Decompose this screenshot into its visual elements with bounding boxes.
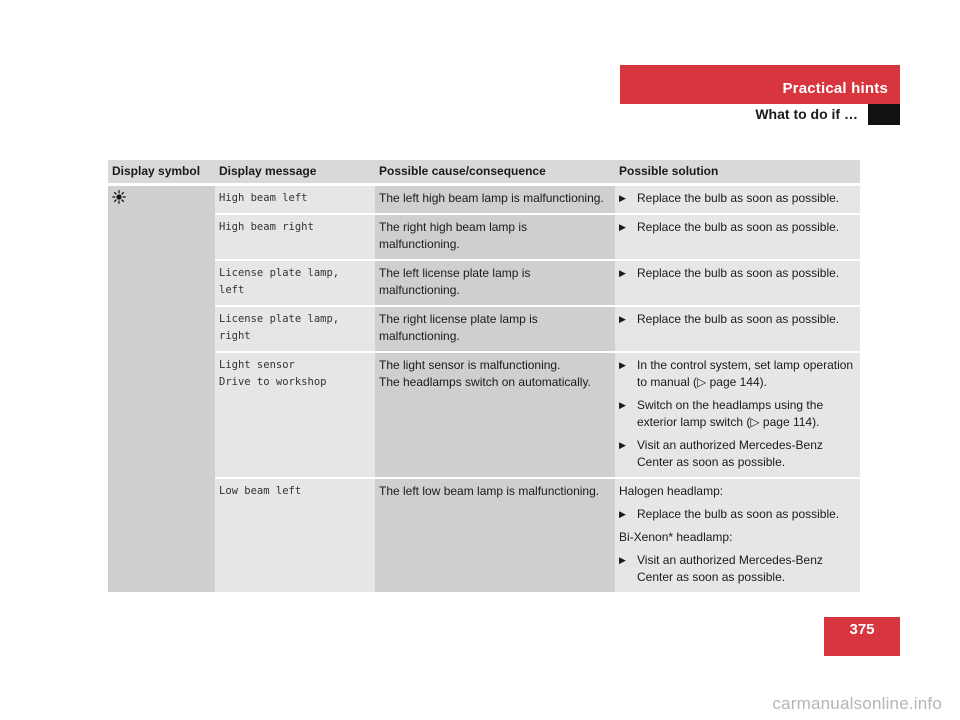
solution-step-text: In the control system, set lamp operation to manual (▷ page 144). [637,358,854,389]
possible-cause-cell [375,214,615,260]
table-row [108,306,860,352]
solution-step-text: Replace the bulb as soon as possible. [637,266,840,280]
possible-cause-text: The light sensor is malfunctioning. [379,358,561,372]
display-message-text: License plate lamp, [219,313,340,325]
display-message-text: right [219,330,251,342]
subsection-title-text: What to do if … [755,106,858,122]
bullet-arrow-icon: ▶ [619,268,626,278]
bullet-arrow-icon: ▶ [619,222,626,232]
display-message-cell [215,260,375,306]
section-header-bar [620,65,900,104]
column-header: Display message [215,160,375,185]
bullet-arrow-icon: ▶ [619,400,626,410]
solution-step-text: Replace the bulb as soon as possible. [637,220,840,234]
possible-solution-cell [615,185,860,215]
possible-solution-cell [615,260,860,306]
bullet-arrow-icon: ▶ [619,440,626,450]
lamp-sun-icon [112,190,211,204]
possible-cause-cell [375,260,615,306]
bullet-arrow-icon: ▶ [619,555,626,565]
solution-note: Halogen headlamp: [619,484,724,498]
solution-step-text: Replace the bulb as soon as possible. [637,507,840,521]
solution-step [619,265,856,282]
display-message-cell [215,352,375,478]
header-marker [868,104,900,125]
solution-step [619,397,856,431]
possible-cause-cell [375,352,615,478]
display-message-cell [215,185,375,215]
possible-cause-text: The left low beam lamp is malfunctioning. [379,484,600,498]
solution-note: Bi-Xenon* headlamp: [619,530,733,544]
solution-step [619,357,856,391]
display-message-text: Light sensor [219,359,295,371]
possible-solution-cell [615,306,860,352]
display-message-cell [215,478,375,593]
display-message-cell [215,214,375,260]
display-message-text: Low beam left [219,485,302,497]
table-row [108,260,860,306]
bullet-arrow-icon: ▶ [619,314,626,324]
bullet-arrow-icon: ▶ [619,360,626,370]
column-header: Display symbol [108,160,215,185]
possible-solution-cell [615,478,860,593]
solution-step [619,552,856,586]
solution-step [619,437,856,471]
display-message-cell [215,306,375,352]
column-header: Possible solution [615,160,860,185]
possible-solution-cell [615,352,860,478]
solution-step-text: Replace the bulb as soon as possible. [637,312,840,326]
display-message-text: High beam right [219,221,314,233]
possible-cause-text: The right high beam lamp is malfunctioning. [379,220,528,251]
solution-step-text: Switch on the headlamps using the exterior lamp switch (▷ page 114). [637,398,824,429]
display-message-text: License plate lamp, [219,267,340,279]
section-title: Practical hints [782,80,888,97]
table-row [108,478,860,593]
table-row [108,214,860,260]
possible-cause-cell [375,478,615,593]
page-number: 375 [824,617,900,656]
possible-cause-cell [375,306,615,352]
display-message-text: High beam left [219,192,308,204]
solution-step-text: Visit an authorized Mercedes-Benz Center as soon as possible. [637,553,823,584]
possible-solution-cell [615,214,860,260]
solution-step [619,311,856,328]
table-row [108,352,860,478]
watermark: carmanualsonline.info [772,694,942,713]
display-message-text: left [219,284,245,296]
solution-step-text: Visit an authorized Mercedes-Benz Center as soon as possible. [637,438,823,469]
possible-cause-text: The right license plate lamp is malfunctioning. [379,312,538,343]
column-header: Possible cause/consequence [375,160,615,185]
display-message-text: Drive to workshop [219,376,327,388]
solution-step [619,219,856,236]
possible-cause-text: The left high beam lamp is malfunctioning. [379,191,604,205]
table-row [108,185,860,215]
bullet-arrow-icon: ▶ [619,193,626,203]
solution-step-text: Replace the bulb as soon as possible. [637,191,840,205]
subsection-title [620,104,868,125]
solution-step [619,190,856,207]
possible-cause-text: The left license plate lamp is malfunctioning. [379,266,531,297]
display-symbol-cell [108,185,215,594]
display-message-table [108,160,860,594]
table-body [108,185,860,594]
bullet-arrow-icon: ▶ [619,509,626,519]
possible-cause-cell [375,185,615,215]
solution-step [619,506,856,523]
table-header-row [108,160,860,185]
possible-cause-text: The headlamps switch on automatically. [379,375,591,389]
